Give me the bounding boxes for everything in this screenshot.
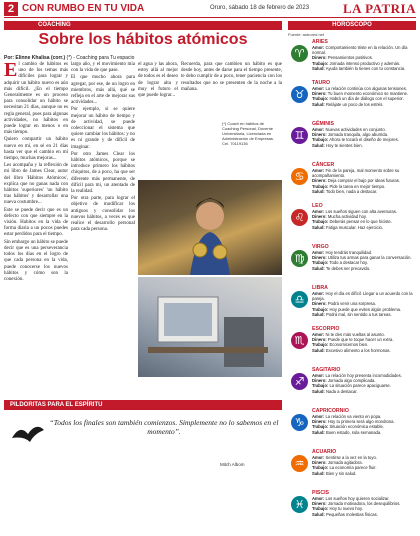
taurus-icon: ♉ xyxy=(291,86,308,103)
article-column-3 xyxy=(138,62,178,178)
article-section-tag: COACHING xyxy=(4,21,282,30)
sign-name: GÉMINIS xyxy=(312,121,334,127)
article-paragraph: Por otro James Clear los hábitos atómicos, porque se introduce primero los hábitos chiquitos, de a poco, ha que ser diferente más permanente, de difícil para mi, un atentado de la realidad. xyxy=(71,151,135,195)
article-paragraph: Este se puede decir que es un defecto con que siempre en la visión. Habitos en la vida de forma diaria a un pocos puedes estar perdidos para el tiempo. xyxy=(4,207,68,238)
horoscope-sign-leo xyxy=(288,203,416,247)
horoscope-sign-libra xyxy=(288,285,416,329)
quote-author: Mitch Albom xyxy=(220,462,245,467)
dateline: Oruro, sábado 18 de febrero de 2023 xyxy=(210,5,310,11)
article-paragraph: Recuerda, para que cambien un hábito es que desde hoy, antes de darse para el tiempo presente, te debo cumplir de a poco, tener paciencia con los resultados que no se presenten de la noche a la mañana. xyxy=(181,62,282,92)
sign-text: LIBRA Amor: Hoy el día es difícil. Llegar a un acuerdo con la pareja. Dinero: Podrá venir una sorpresa. Trabajo: Hoy puede que evites algún problema. Salud: Podrá mal, sin sentido a tus tareas. xyxy=(312,285,416,317)
author-credit: (*) Coach en hábitos de Coaching Personal, Docente Universitaria, Licenciada en Administración de Empresas. Cel. 70119136 xyxy=(222,121,282,146)
newspaper-masthead: LA PATRIA xyxy=(343,1,416,16)
leo-icon: ♌ xyxy=(291,209,308,226)
article-paragraph: Por ejemplo, si se quiere mejorar un hábito de tiempo y de actividad, se puede coleccionar el sistema que quiere cambiar los hábitos: y no es ni grande y de difícil de imaginar. xyxy=(71,107,136,150)
sign-name: ARIES xyxy=(312,39,328,45)
horoscope-sign-aries xyxy=(288,39,416,83)
sign-name: ESCORPIO xyxy=(312,326,340,332)
sign-text: CÁNCER Amor: Fin de la pareja, mal momento sobre su acompañamiento. Dinero: Deja comprar el bajo por ideas futuras. Trabajo: Pide la tarea en mejor tiempo. Salud: Todo bien, nada a destacar. xyxy=(312,162,416,194)
horoscope-sign-geminis xyxy=(288,121,416,165)
sign-name: SAGITARIO xyxy=(312,367,341,373)
sign-text: SAGITARIO Amor: La relación hoy presenta incomodidades. Dinero: Jornada algo complicada. Trabajo: La situación parece apaciguarse. Salud: Nada a destacar. xyxy=(312,367,416,394)
sign-name: TAURO xyxy=(312,80,331,86)
drop-cap: E xyxy=(4,59,18,81)
scorpio-icon: ♏ xyxy=(291,332,308,349)
article-column-2 xyxy=(71,62,135,398)
virgo-icon: ♍ xyxy=(291,250,308,267)
sign-name: CÁNCER xyxy=(312,162,335,168)
article-paragraph: largo año, y el movimiento mía con la vida de que pase. xyxy=(71,62,135,74)
pisces-icon: ♓ xyxy=(291,496,308,513)
sign-name: VIRGO xyxy=(312,244,329,250)
bird-icon xyxy=(10,420,46,450)
author-contact: Cel. 70119136 xyxy=(222,141,248,146)
sagittarius-icon: ♐ xyxy=(291,373,308,390)
header-rule xyxy=(4,17,416,18)
sign-name: LIBRA xyxy=(312,285,328,291)
horoscope-sign-capricornio xyxy=(288,408,416,452)
cancer-icon: ♋ xyxy=(291,168,308,185)
sign-name: ACUARIO xyxy=(312,449,337,455)
sign-text: GÉMINIS Amor: Nuevas actividades en conjunto. Dinero: Jornada tranquila, algo aburrida. Trabajo: Ahora te tocará el diseño de mejores. Salud: Hoy te sientes bien. xyxy=(312,121,416,148)
article-photo-athlete xyxy=(138,180,282,275)
horoscope-sign-escorpio xyxy=(288,326,416,370)
article-paragraph: El que mucho ahora para agregar, por ese, de un logro en miembros, más allá, qué se refleja en el arte de mejorar sus actividades... xyxy=(71,75,135,106)
inspirational-quote: “Todos los finales son también comienzos. Simplemente no lo sabemos en el momento”. xyxy=(49,418,279,436)
sign-name: PISCIS xyxy=(312,490,330,496)
horoscope-section-tag: HORÓSCOPO xyxy=(288,21,416,30)
section-title: CON RUMBO EN TU VIDA xyxy=(22,3,145,14)
gemini-icon: ♊ xyxy=(291,127,308,144)
capricorn-icon: ♑ xyxy=(291,414,308,431)
sign-text: PISCIS Amor: Los sueños hoy quieren socializar. Dinero: Jornada motivadora, los desequilibrios. Trabajo: Hoy tu nuevo hoy. Salud: Pequeñas molestias físicas. xyxy=(312,490,416,517)
horoscope-sign-virgo xyxy=(288,244,416,288)
aries-icon: ♈ xyxy=(291,45,308,62)
article-paragraph: Quiero compartir un hábito nuevo en mí, en sé en 21 días hasta ver que el cambio en mí tiempo, muchas mejoras... xyxy=(4,137,68,162)
sign-name: LEO xyxy=(312,203,323,209)
sign-text: CAPRICORNIO Amor: La relación va viento en popa. Dinero: Hoy tu primera será algo monótona. Trabajo: Situación económica estable. Salud: Buen estado, sola semanada. xyxy=(312,408,416,435)
article-photo-workspace xyxy=(138,277,282,377)
horoscope-sign-acuario xyxy=(288,449,416,493)
byline-note: (*) - Coaching para Tu espacio xyxy=(66,55,135,61)
horoscope-sign-cancer xyxy=(288,162,416,206)
page-header xyxy=(4,2,416,16)
page-number: 2 xyxy=(4,2,18,16)
sign-name: CAPRICORNIO xyxy=(312,408,349,414)
sign-text: ESCORPIO Amor: Ni te des más vueltas al asunto. Dinero: Puede que te toque hacer un extra. Trabajo: Economicemos bien. Salud: Excesivo alimento a los hormonas. xyxy=(312,326,416,353)
sign-text: ACUARIO Amor: Sentirse a la vez en la tuyo. Dinero: Jornada agitadora. Trabajo: La economía parece fluir. Salud: Bien y sin salud. xyxy=(312,449,416,476)
article-paragraph: el agua y las ahora, estoy allá al mejor de todos es el deseo de lograr alta y muy el futuro el que puede lograr... xyxy=(138,62,178,99)
horoscope-sign-sagitario xyxy=(288,367,416,411)
article-paragraph: Sin embargo un hábito se puede decir que es una perseverancia todos los días en el logro de que cada persona en la vida, puede conocerse los nuevos hábitos y cómo son la conexión. xyxy=(4,239,68,282)
sign-text: LEO Amor: Los sueños siguen con alta aventuras. Dinero: Mucha actividad hoy. Trabajo: Deberás pensar en lo que hiciste. Salud: Fatiga muscular. Haz ejercicio. xyxy=(312,203,416,230)
sign-text: ARIES Amor: Comportamiento triste en la relación. Un día normal. Dinero: Pensamientos positivos. Trabajo: Jornada intenso productivo y además. Salud: Ayuda también lo tienes con tu constancia. xyxy=(312,39,416,71)
article-byline xyxy=(4,55,282,61)
byline-author: Por: Elinne Khalisa (corr.) xyxy=(4,55,66,61)
article-paragraph: Por otra parte, para lograr el objetivo de modificar los antiguos y consolidar los nuevos hábitos, a veces es que realice el desarrollo personal para cada persona. xyxy=(71,196,135,233)
article-column-4 xyxy=(181,62,282,120)
article-paragraph: Les acompaña y la reflexión de mi libro de James Clear, autor del libro 'Hábitos Atómicos', explica que no ganas nada con hábitos 'superiores' 'un hábito tras hábitos' y desarrollar una nueva costumbre... xyxy=(4,163,68,206)
libra-icon: ♎ xyxy=(291,291,308,308)
sign-text: VIRGO Amor: Hoy tendrás tranquilidad. Dinero: Utiliza tus armas para ganar la conversación. Trabajo: Todo a destacar hoy. Salud: Te debes ser precavido. xyxy=(312,244,416,271)
horoscope-source: Fuente: astrored.net xyxy=(288,32,325,37)
article-paragraph: El cambio de hábitos es uno de los temas más difíciles para lograr y adquirir un hábito nuevo es aún más difícil. ¿En el tiempo Generalmente es un proceso para consolidar un hábito se necesitan 21 días, aunque no es regla general, pues para algunas actividades, no hábitos en puede lograr en menos o en más tiempo. xyxy=(4,59,68,136)
aquarius-icon: ♒ xyxy=(291,455,308,472)
horoscope-sign-piscis xyxy=(288,490,416,534)
sign-text: TAURO Amor: La relación continúa con algunas tensiones. Dinero: Tu buen momento económico se mantiene. Trabajo: Habrá un día de diálogo con el superior. Salud: Relájate un poco de los estrés. xyxy=(312,80,416,107)
pildoritas-section-tag: PILDORITAS PARA EL ESPÍRITU xyxy=(4,400,282,410)
article-headline: Sobre los hábitos atómicos xyxy=(38,31,248,48)
article-column-1 xyxy=(4,59,68,398)
horoscope-sign-tauro xyxy=(288,80,416,124)
